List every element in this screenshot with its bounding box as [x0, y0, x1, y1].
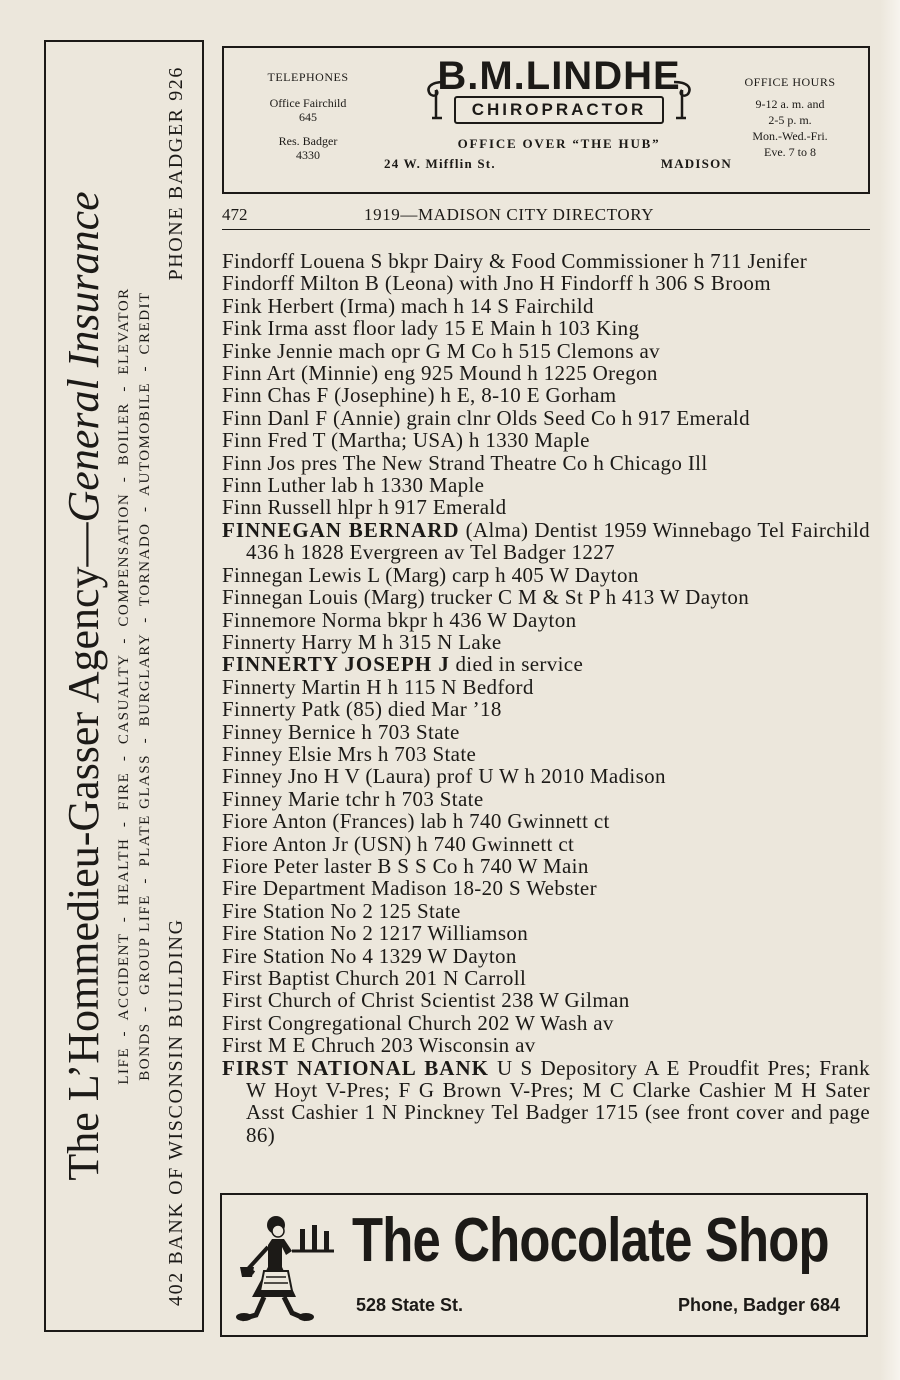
office-hours-line-3: Mon.-Wed.-Fri. [752, 129, 828, 143]
directory-entry [222, 429, 870, 451]
chocolate-shop-phone: Phone, Badger 684 [677, 1295, 840, 1315]
entry-text: Fire Station No 4 1329 W Dayton [222, 943, 517, 968]
directory-entry [222, 676, 870, 698]
office-phone-label: Office Fairchild [269, 96, 347, 110]
entry-text: Findorff Louena S bkpr Dairy & Food Commissioner h 711 Jenifer [222, 249, 808, 273]
insurance-ad-line-2: BONDS - GROUP LIFE - PLATE GLASS - BURGLARY - TORNADO - AUTOMOBILE - CREDIT [137, 291, 153, 1081]
waitress-icon [234, 1211, 336, 1323]
entry-bold-name: FINNEGAN BERNARD [222, 517, 460, 542]
directory-entry [222, 452, 870, 474]
insurance-ad-title-prefix: The [59, 1101, 108, 1181]
directory-entry [222, 295, 870, 317]
entry-text: Fiore Peter laster B S S Co h 740 W Main [222, 853, 589, 878]
directory-entry [222, 1012, 870, 1034]
entry-text: Fink Irma asst floor lady 15 E Main h 103 King [222, 316, 640, 341]
directory-entry [222, 407, 870, 429]
directory-entry [222, 989, 870, 1011]
chiropractor-address [384, 156, 734, 172]
insurance-ad-title [58, 191, 110, 1180]
entry-text: Fiore Anton Jr (USN) h 740 Gwinnett ct [222, 831, 575, 856]
directory-entry [222, 1034, 870, 1056]
entry-text: Fiore Anton (Frances) lab h 740 Gwinnett ct [222, 809, 610, 834]
insurance-ad-lines [114, 287, 156, 1084]
chocolate-shop-ad [220, 1193, 868, 1337]
entry-text: (Alma) Dentist 1959 Winnebago Tel Fairchild 436 h 1828 Evergreen av Tel Badger 1227 [246, 517, 870, 565]
residence-phone-number: 4330 [296, 148, 320, 162]
page-edge [880, 0, 900, 1380]
directory-listings [222, 250, 870, 1146]
directory-entry [222, 496, 870, 518]
scroll-ornament-icon [422, 78, 448, 122]
directory-entry [222, 833, 870, 855]
directory-entry [222, 250, 870, 272]
directory-entry [222, 519, 870, 564]
running-head: 1919—MADISON CITY DIRECTORY [364, 205, 655, 224]
directory-entry [222, 1057, 870, 1147]
office-hours-line-2: 2-5 p. m. [768, 113, 812, 127]
chiropractor-plaque [454, 96, 665, 124]
entry-text: Finnerty Martin H h 115 N Bedford [222, 674, 534, 699]
directory-entry [222, 609, 870, 631]
entry-text: Finn Jos pres The New Strand Theatre Co h Chicago Ill [222, 450, 708, 475]
entry-text: Finnemore Norma bkpr h 436 W Dayton [222, 607, 577, 632]
telephones-label: TELEPHONES [267, 70, 349, 84]
chiropractor-ad-center [384, 54, 734, 172]
entry-text: First Baptist Church 201 N Carroll [222, 966, 527, 990]
entry-text: Finke Jennie mach opr G M Co h 515 Clemons av [222, 338, 661, 363]
residence-phone-label: Res. Badger [278, 134, 338, 148]
office-phone-number: 645 [299, 110, 317, 124]
chiropractor-street: 24 W. Mifflin St. [384, 156, 496, 171]
directory-entry [222, 855, 870, 877]
entry-text: Finn Fred T (Martha; USA) h 1330 Maple [222, 428, 590, 453]
entry-text: First Church of Christ Scientist 238 W Gilman [222, 988, 630, 1013]
insurance-ad-footer [162, 66, 190, 1306]
entry-text: Finnerty Harry M h 315 N Lake [222, 629, 502, 654]
chiropractor-ad [222, 46, 870, 194]
chocolate-shop-address: 528 State St. [356, 1295, 464, 1315]
entry-text: Finn Art (Minnie) eng 925 Mound h 1225 Oregon [222, 361, 658, 386]
chocolate-shop-name: The Chocolate Shop [352, 1206, 829, 1275]
directory-entry [222, 900, 870, 922]
office-hours-line-4: Eve. 7 to 8 [764, 145, 816, 159]
directory-entry [222, 474, 870, 496]
entry-text: Finn Russell hlpr h 917 Emerald [222, 495, 507, 520]
entry-text: Fire Department Madison 18-20 S Webster [222, 876, 597, 901]
page-number: 472 [222, 205, 248, 224]
entry-text: Finn Danl F (Annie) grain clnr Olds Seed Co h 917 Emerald [222, 405, 750, 430]
insurance-ad-phone: PHONE BADGER 926 [165, 66, 187, 281]
entry-text: First Congregational Church 202 W Wash av [222, 1010, 614, 1035]
directory-entry [222, 564, 870, 586]
entry-text: Fink Herbert (Irma) mach h 14 S Fairchild [222, 293, 594, 318]
directory-entry [222, 945, 870, 967]
directory-entry [222, 698, 870, 720]
chiropractor-office-hours [726, 74, 854, 160]
directory-entry [222, 721, 870, 743]
insurance-ad-content [46, 42, 202, 1330]
insurance-ad [44, 40, 204, 1332]
entry-text: Findorff Milton B (Leona) with Jno H Findorff h 306 S Broom [222, 271, 771, 296]
scroll-ornament-icon [670, 78, 696, 122]
directory-entry [222, 586, 870, 608]
directory-entry [222, 362, 870, 384]
insurance-ad-title-middle: Agency— [59, 522, 108, 712]
directory-entry [222, 272, 870, 294]
insurance-ad-line-1: LIFE - ACCIDENT - HEALTH - FIRE - CASUALTY - COMPENSATION - BOILER - ELEVATOR [116, 287, 132, 1085]
entry-text: Finn Chas F (Josephine) h E, 8-10 E Gorham [222, 383, 617, 408]
chiropractor-profession: CHIROPRACTOR [471, 100, 647, 119]
entry-text: Finnerty Patk (85) died Mar ’18 [222, 697, 502, 722]
insurance-ad-address: 402 BANK OF WISCONSIN BUILDING [165, 918, 187, 1306]
entry-text: Finney Bernice h 703 State [222, 719, 460, 744]
directory-entry [222, 967, 870, 989]
directory-entry [222, 788, 870, 810]
entry-text: Finney Elsie Mrs h 703 State [222, 741, 477, 766]
directory-entry [222, 631, 870, 653]
entry-bold-name: FINNERTY JOSEPH J [222, 652, 450, 677]
directory-entry [222, 384, 870, 406]
entry-text: Finney Marie tchr h 703 State [222, 786, 484, 811]
directory-entry [222, 743, 870, 765]
entry-bold-name: FIRST NATIONAL BANK [222, 1055, 489, 1080]
entry-text: Finn Luther lab h 1330 Maple [222, 473, 485, 498]
entry-text: First M E Chruch 203 Wisconsin av [222, 1033, 536, 1058]
directory-entry [222, 810, 870, 832]
directory-entry [222, 765, 870, 787]
chiropractor-name: B.M.LINDHE [437, 54, 681, 98]
directory-entry [222, 317, 870, 339]
entry-text: died in service [449, 652, 584, 677]
page-header [222, 203, 870, 230]
directory-entry [222, 877, 870, 899]
directory-entry [222, 653, 870, 675]
office-location: OFFICE OVER “THE HUB” [457, 136, 661, 151]
directory-entry [222, 340, 870, 362]
chiropractor-city: MADISON [660, 156, 732, 171]
insurance-ad-title-suffix: General Insurance [59, 191, 108, 523]
entry-text: Fire Station No 2 125 State [222, 898, 461, 923]
chiropractor-telephones [242, 70, 374, 162]
entry-text: Finnegan Louis (Marg) trucker C M & St P h 413 W Dayton [222, 585, 750, 610]
office-hours-label: OFFICE HOURS [744, 75, 836, 89]
directory-entry [222, 922, 870, 944]
office-hours-line-1: 9-12 a. m. and [755, 97, 825, 111]
entry-text: U S Depository A E Proudfit Pres; Frank W Hoyt V-Pres; F G Brown V-Pres; M C Clarke Cashier M H Sater Asst Cashier 1 N Pinckney Tel Badger 1715 (see front cover and page 86) [246, 1055, 870, 1147]
entry-text: Fire Station No 2 1217 Williamson [222, 921, 529, 946]
entry-text: Finnegan Lewis L (Marg) carp h 405 W Dayton [222, 562, 639, 587]
entry-text: Finney Jno H V (Laura) prof U W h 2010 Madison [222, 764, 666, 789]
insurance-ad-agency-name: L’Hommedieu-Gasser [59, 711, 108, 1102]
